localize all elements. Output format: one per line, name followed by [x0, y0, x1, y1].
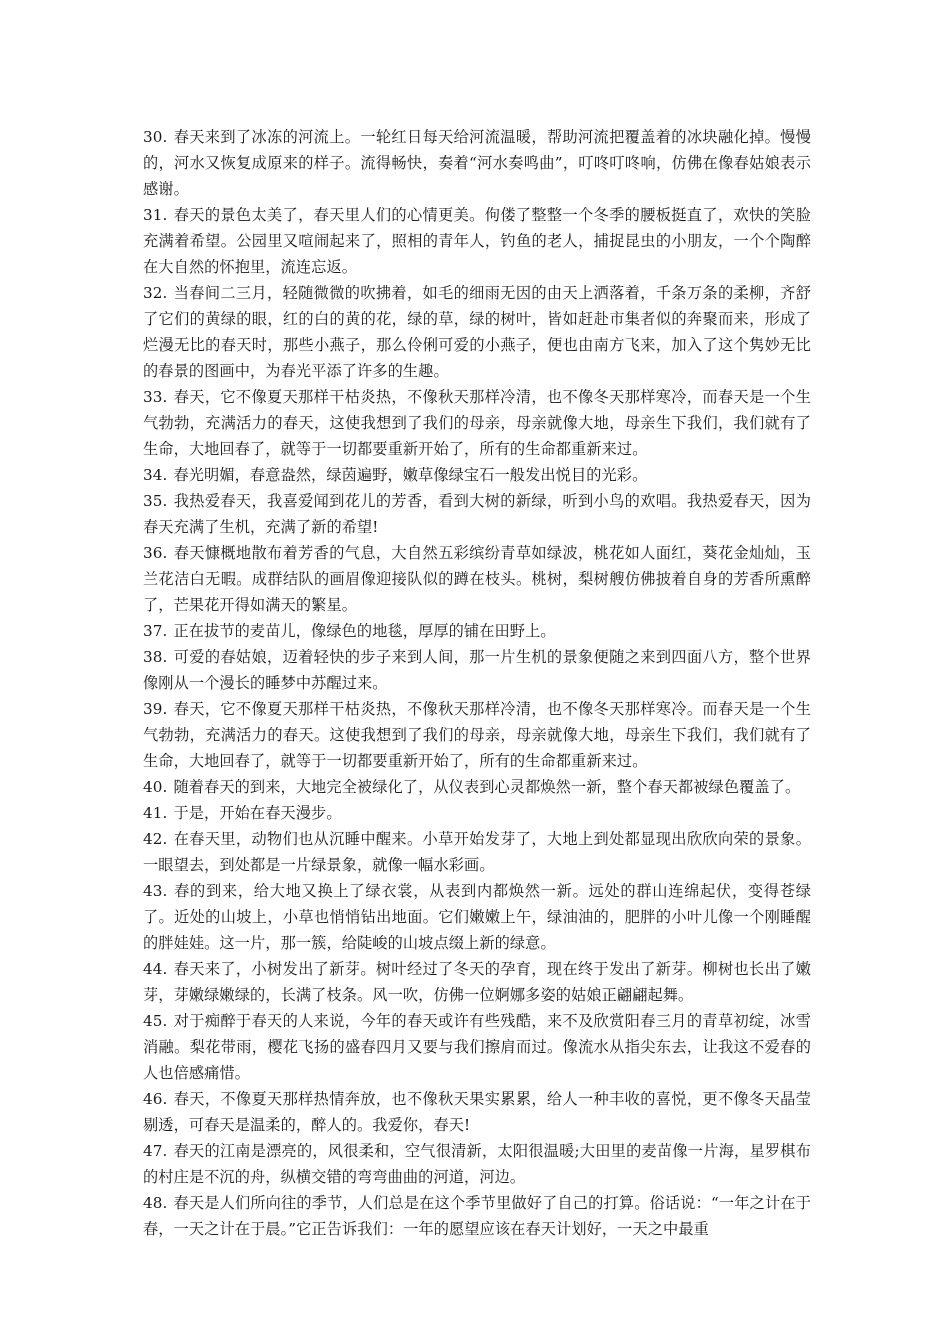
paragraph-33: [143, 384, 811, 462]
paragraph-number: 38.: [143, 648, 168, 666]
paragraph-text: 春天来到了冰冻的河流上。一轮红日每天给河流温暖，帮助河流把覆盖着的冰块融化掉。慢慢的，河水又恢复成原来的样子。流得畅快，奏着“河水奏鸣曲”，叮咚叮咚响，仿佛在像春姑娘表示感谢。: [143, 128, 811, 198]
paragraph-38: [143, 644, 811, 696]
paragraph-42: [143, 826, 811, 878]
paragraph-text: 春天是人们所向往的季节，人们总是在这个季节里做好了自己的打算。俗话说：“一年之计在于春，一天之计在于晨。”它正告诉我们：一年的愿望应该在春天计划好，一天之中最重: [143, 1194, 811, 1238]
paragraph-number: 33.: [143, 388, 168, 406]
paragraph-text: 于是，开始在春天漫步。: [173, 804, 342, 822]
paragraph-number: 47.: [143, 1142, 168, 1160]
paragraph-text: 春天，它不像夏天那样干枯炎热，不像秋天那样冷清，也不像冬天那样寒冷。而春天是一个生气勃勃，充满活力的春天。这使我想到了我们的母亲，母亲就像大地，母亲生下我们，我们就有了生命，大地回春了，就等于一切都要重新开始了，所有的生命都重新来过。: [143, 700, 811, 770]
paragraph-30: [143, 124, 811, 202]
paragraph-number: 32.: [143, 284, 168, 302]
paragraph-34: [143, 462, 811, 488]
paragraph-number: 36.: [143, 544, 168, 562]
paragraph-text: 春天，它不像夏天那样干枯炎热，不像秋天那样冷清，也不像冬天那样寒冷，而春天是一个生气勃勃，充满活力的春天，这使我想到了我们的母亲，母亲就像大地，母亲生下我们，我们就有了生命，大地回春了，就等于一切都要重新开始了，所有的生命都重新来过。: [143, 388, 811, 458]
paragraph-35: [143, 488, 811, 540]
paragraph-45: [143, 1008, 811, 1086]
paragraph-text: 正在拔节的麦苗儿，像绿色的地毯，厚厚的铺在田野上。: [173, 622, 556, 640]
paragraph-40: [143, 774, 811, 800]
paragraph-37: [143, 618, 811, 644]
paragraph-text: 春的到来，给大地又换上了绿衣裳，从表到内都焕然一新。远处的群山连绵起伏，变得苍绿了。近处的山坡上，小草也悄悄钻出地面。它们嫩嫩上午，绿油油的，肥胖的小叶儿像一个刚睡醒的胖娃娃。这一片，那一簇，给陡峻的山坡点缀上新的绿意。: [143, 882, 811, 952]
paragraph-47: [143, 1138, 811, 1190]
paragraph-text: 我热爱春天，我喜爱闻到花儿的芳香，看到大树的新绿，听到小鸟的欢唱。我热爱春天，因为春天充满了生机，充满了新的希望!: [143, 492, 811, 536]
paragraph-number: 42.: [143, 830, 168, 848]
paragraph-36: [143, 540, 811, 618]
paragraph-31: [143, 202, 811, 280]
paragraph-39: [143, 696, 811, 774]
paragraph-text: 春光明媚，春意盎然，绿茵遍野，嫩草像绿宝石一般发出悦目的光彩。: [173, 466, 648, 484]
paragraph-number: 39.: [143, 700, 168, 718]
paragraph-number: 44.: [143, 960, 168, 978]
paragraph-number: 37.: [143, 622, 168, 640]
paragraph-text: 在春天里，动物们也从沉睡中醒来。小草开始发芽了，大地上到处都显现出欣欣向荣的景象。一眼望去，到处都是一片绿景象，就像一幅水彩画。: [143, 830, 811, 874]
paragraph-text: 可爱的春姑娘，迈着轻快的步子来到人间，那一片生机的景象便随之来到四面八方，整个世界像刚从一个漫长的睡梦中苏醒过来。: [143, 648, 811, 692]
paragraph-text: 随着春天的到来，大地完全被绿化了，从仪表到心灵都焕然一新，整个春天都被绿色覆盖了。: [173, 778, 801, 796]
paragraph-text: 春天的景色太美了，春天里人们的心情更美。佝偻了整整一个冬季的腰板挺直了，欢快的笑脸充满着希望。公园里又喧闹起来了，照相的青年人，钓鱼的老人，捕捉昆虫的小朋友，一个个陶醉在大自然的怀抱里，流连忘返。: [143, 206, 811, 276]
paragraph-text: 对于痴醉于春天的人来说，今年的春天或许有些残酷，来不及欣赏阳春三月的青草初绽，冰雪消融。梨花带雨，樱花飞扬的盛春四月又要与我们擦肩而过。像流水从指尖东去，让我这不爱春的人也倍感痛惜。: [143, 1012, 811, 1082]
paragraph-number: 34.: [143, 466, 168, 484]
paragraph-number: 40.: [143, 778, 168, 796]
paragraph-number: 46.: [143, 1090, 168, 1108]
paragraph-44: [143, 956, 811, 1008]
paragraph-text: 春天的江南是漂亮的，风很柔和，空气很清新，太阳很温暖;大田里的麦苗像一片海，星罗棋布的村庄是不沉的舟，纵横交错的弯弯曲曲的河道，河边。: [143, 1142, 811, 1186]
paragraph-32: [143, 280, 811, 384]
paragraph-41: [143, 800, 811, 826]
paragraph-number: 43.: [143, 882, 168, 900]
paragraph-text: 当春间二三月，轻随微微的吹拂着，如毛的细雨无因的由天上洒落着，千条万条的柔柳，齐舒了它们的黄绿的眼，红的白的黄的花，绿的草，绿的树叶，皆如赶赴市集者似的奔聚而来，形成了烂漫无比的春天时，那些小燕子，那么伶俐可爱的小燕子，便也由南方飞来，加入了这个隽妙无比的春景的图画中，为春光平添了许多的生趣。: [143, 284, 811, 380]
paragraph-number: 35.: [143, 492, 168, 510]
paragraph-text: 春天来了，小树发出了新芽。树叶经过了冬天的孕育，现在终于发出了新芽。柳树也长出了嫩芽，芽嫩绿嫩绿的，长满了枝条。风一吹，仿佛一位婀娜多姿的姑娘正翩翩起舞。: [143, 960, 811, 1004]
paragraph-number: 48.: [143, 1194, 168, 1212]
paragraph-48: [143, 1190, 811, 1242]
document-body: [143, 124, 811, 1242]
paragraph-number: 45.: [143, 1012, 168, 1030]
paragraph-text: 春天，不像夏天那样热情奔放，也不像秋天果实累累，给人一种丰收的喜悦，更不像冬天晶莹剔透，可春天是温柔的，醉人的。我爱你，春天!: [143, 1090, 811, 1134]
paragraph-number: 31.: [143, 206, 168, 224]
paragraph-number: 30.: [143, 128, 168, 146]
paragraph-46: [143, 1086, 811, 1138]
paragraph-number: 41.: [143, 804, 168, 822]
paragraph-43: [143, 878, 811, 956]
paragraph-text: 春天慷概地散布着芳香的气息，大自然五彩缤纷青草如绿波，桃花如人面红，葵花金灿灿，玉兰花洁白无暇。成群结队的画眉像迎接队似的蹲在枝头。桃树，梨树艘仿佛披着自身的芳香所熏醉了，芒果花开得如满天的繁星。: [143, 544, 811, 614]
